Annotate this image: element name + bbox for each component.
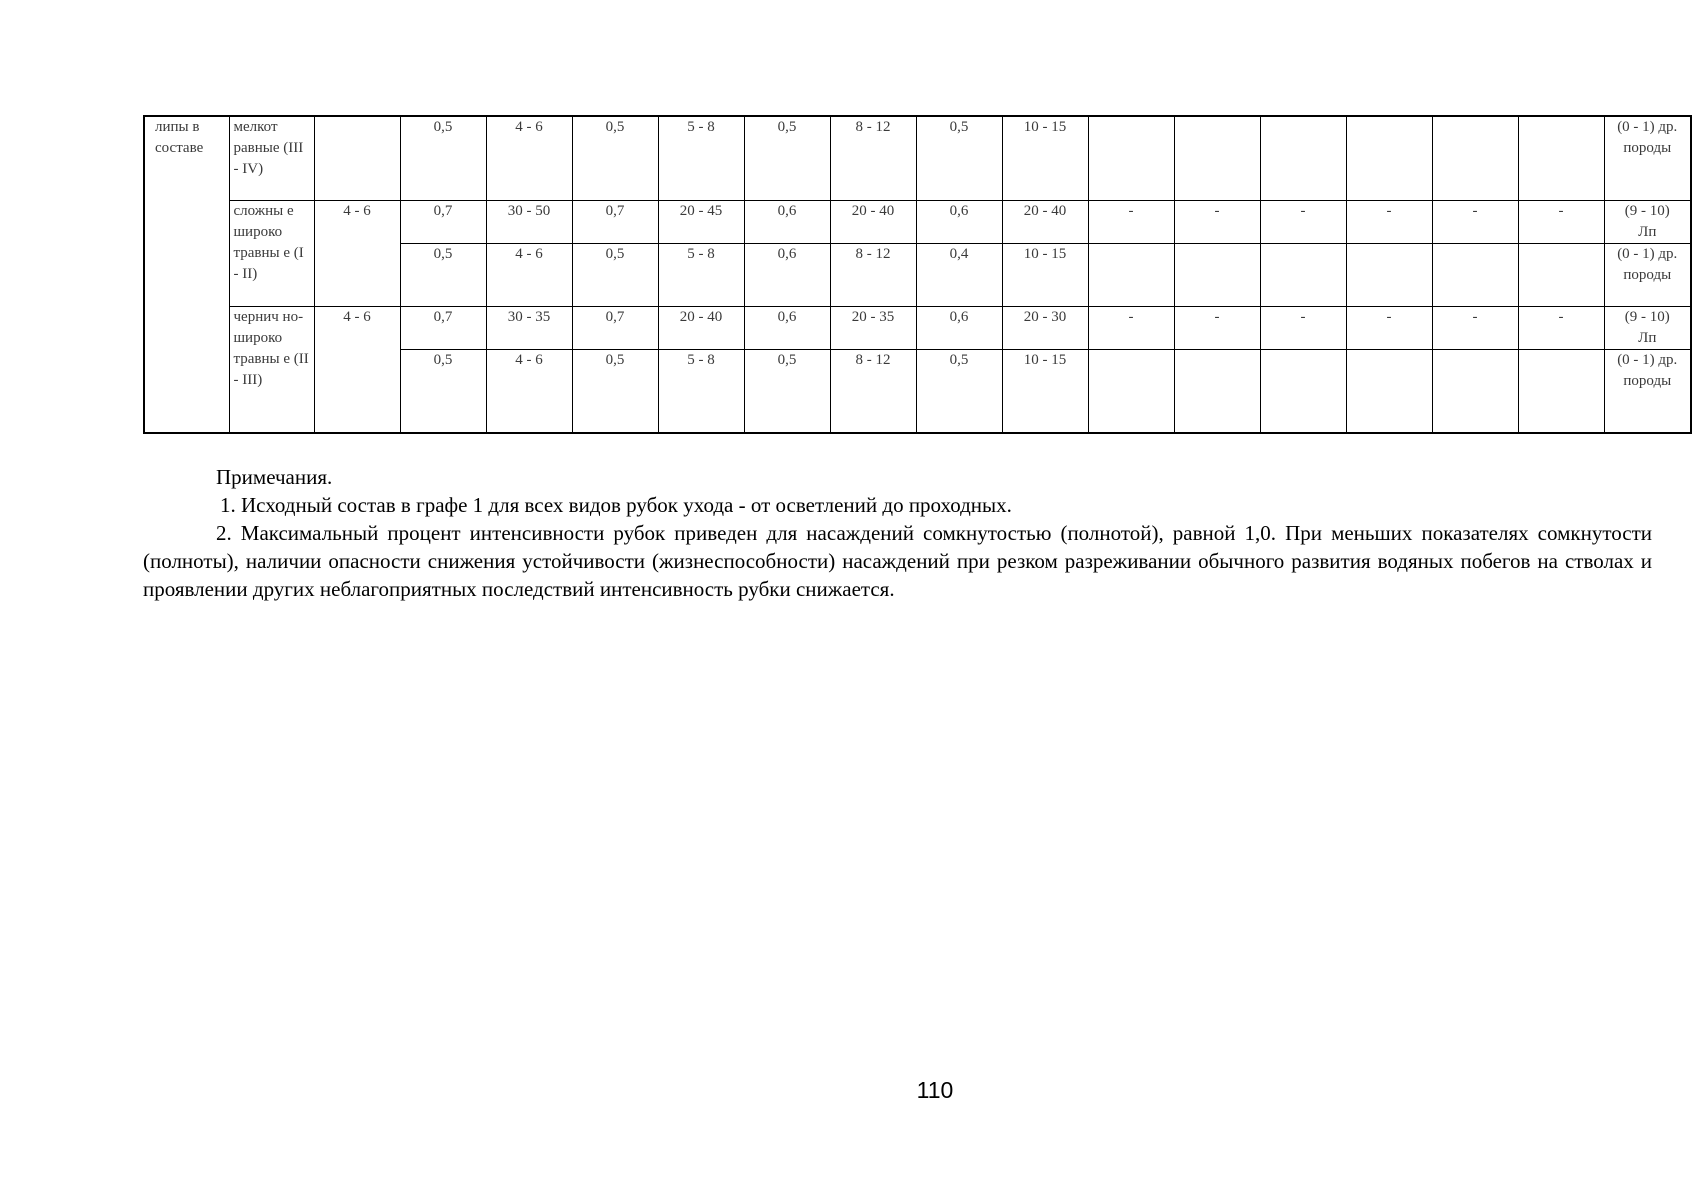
composition-cell: (0 - 1) др. породы	[1604, 243, 1691, 306]
value-cell: 4 - 6	[486, 349, 572, 433]
value-cell: 10 - 15	[1002, 116, 1088, 200]
value-cell: 20 - 40	[1002, 200, 1088, 243]
value-cell: 0,5	[400, 243, 486, 306]
value-cell: 5 - 8	[658, 349, 744, 433]
value-cell: 0,6	[916, 306, 1002, 349]
extra-cell: -	[1088, 306, 1174, 349]
extra-cell	[1174, 243, 1260, 306]
value-cell: 30 - 35	[486, 306, 572, 349]
extra-cell	[1174, 349, 1260, 433]
value-cell: 0,5	[744, 116, 830, 200]
extra-cell	[1346, 116, 1432, 200]
extra-cell: -	[1518, 200, 1604, 243]
table-row	[144, 200, 1691, 243]
value-cell: 0,7	[572, 306, 658, 349]
species-cell: липы в составе	[144, 116, 229, 433]
note-1: 1. Исходный состав в графе 1 для всех видов рубок ухода - от осветлений до проходных.	[220, 493, 1012, 517]
extra-cell: -	[1346, 200, 1432, 243]
composition-cell: (0 - 1) др. породы	[1604, 349, 1691, 433]
value-cell: 0,6	[744, 306, 830, 349]
note-2: 2. Максимальный процент интенсивности рубок приведен для насаждений сомкнутостью (полнотой), равной 1,0. При меньших показателях сомкнутости (полноты), наличии опасности снижения устойчивости (жизнеспособности) насаждений при резком разреживании обычного развития водяных побегов на стволах и проявлении других неблагоприятных последствий интенсивность рубки снижается.	[143, 521, 1652, 601]
extra-cell	[1088, 116, 1174, 200]
extra-cell: -	[1174, 306, 1260, 349]
value-cell: 20 - 45	[658, 200, 744, 243]
table-row	[144, 306, 1691, 349]
extra-cell: -	[1432, 200, 1518, 243]
value-cell: 0,6	[916, 200, 1002, 243]
value-cell: 0,5	[572, 349, 658, 433]
age-cell	[314, 116, 400, 200]
value-cell: 0,5	[572, 243, 658, 306]
extra-cell: -	[1346, 306, 1432, 349]
extra-cell	[1260, 243, 1346, 306]
value-cell: 8 - 12	[830, 243, 916, 306]
extra-cell: -	[1174, 200, 1260, 243]
extra-cell	[1088, 349, 1174, 433]
forest-type-cell: чернич но- широко травны е (II - III)	[229, 306, 314, 433]
page-number: 110	[916, 1077, 954, 1103]
extra-cell	[1518, 116, 1604, 200]
value-cell: 0,5	[400, 349, 486, 433]
notes-heading: Примечания.	[216, 465, 333, 489]
forest-type-cell: сложны е широко травны е (I - II)	[229, 200, 314, 306]
table-body	[144, 116, 1691, 433]
composition-cell: (9 - 10) Лп	[1604, 200, 1691, 243]
value-cell: 0,5	[916, 116, 1002, 200]
extra-cell: -	[1518, 306, 1604, 349]
value-cell: 0,7	[400, 306, 486, 349]
extra-cell	[1088, 243, 1174, 306]
extra-cell	[1432, 243, 1518, 306]
composition-cell: (0 - 1) др. породы	[1604, 116, 1691, 200]
age-cell: 4 - 6	[314, 200, 400, 306]
extra-cell: -	[1260, 200, 1346, 243]
value-cell: 0,7	[400, 200, 486, 243]
extra-cell	[1432, 116, 1518, 200]
extra-cell	[1346, 243, 1432, 306]
extra-cell	[1346, 349, 1432, 433]
value-cell: 0,5	[916, 349, 1002, 433]
value-cell: 20 - 30	[1002, 306, 1088, 349]
value-cell: 20 - 40	[830, 200, 916, 243]
extra-cell	[1432, 349, 1518, 433]
value-cell: 20 - 35	[830, 306, 916, 349]
value-cell: 10 - 15	[1002, 243, 1088, 306]
value-cell: 30 - 50	[486, 200, 572, 243]
extra-cell	[1260, 116, 1346, 200]
age-cell: 4 - 6	[314, 306, 400, 433]
value-cell: 0,5	[400, 116, 486, 200]
value-cell: 5 - 8	[658, 243, 744, 306]
extra-cell	[1518, 243, 1604, 306]
value-cell: 0,5	[744, 349, 830, 433]
value-cell: 5 - 8	[658, 116, 744, 200]
value-cell: 0,5	[572, 116, 658, 200]
value-cell: 8 - 12	[830, 349, 916, 433]
forest-thinning-table	[143, 115, 1692, 434]
value-cell: 8 - 12	[830, 116, 916, 200]
table-row	[144, 116, 1691, 200]
value-cell: 0,7	[572, 200, 658, 243]
extra-cell: -	[1088, 200, 1174, 243]
extra-cell	[1174, 116, 1260, 200]
value-cell: 0,6	[744, 243, 830, 306]
notes-section	[143, 463, 1652, 603]
value-cell: 0,6	[744, 200, 830, 243]
forest-type-cell: мелкот равные (III - IV)	[229, 116, 314, 200]
value-cell: 20 - 40	[658, 306, 744, 349]
composition-cell: (9 - 10) Лп	[1604, 306, 1691, 349]
value-cell: 0,4	[916, 243, 1002, 306]
extra-cell	[1260, 349, 1346, 433]
extra-cell: -	[1260, 306, 1346, 349]
value-cell: 10 - 15	[1002, 349, 1088, 433]
extra-cell: -	[1432, 306, 1518, 349]
value-cell: 4 - 6	[486, 116, 572, 200]
value-cell: 4 - 6	[486, 243, 572, 306]
extra-cell	[1518, 349, 1604, 433]
